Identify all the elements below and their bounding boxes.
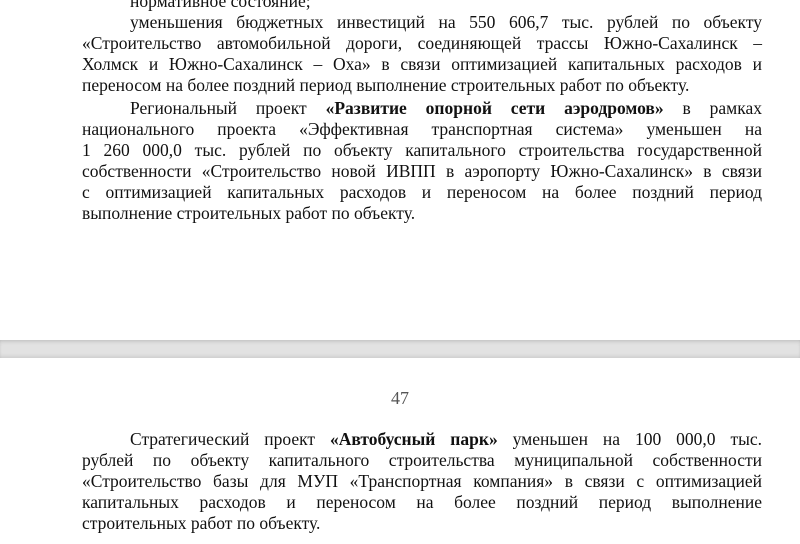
text-line: капитальных расходов и переносом на более поздний период выполнение [82,492,762,512]
text-line [82,429,762,450]
page-number: 47 [391,388,409,408]
project-title: «Развитие опорной сети аэродромов» [325,98,664,118]
paragraph-road-investment [82,12,762,96]
text-line: нормативное состояние; [130,0,311,11]
text-line: строительных работ по объекту. [82,513,321,533]
text-run: Стратегический проект [130,429,330,449]
text-run: Региональный проект [130,98,326,118]
text-line: собственности «Строительство новой ИВПП в аэропорту Южно-Сахалинск» в связи [82,161,762,181]
text-line: выполнение строительных работ по объекту. [82,203,416,223]
text-line: переносом на более поздний период выполнение строительных работ по объекту. [82,75,690,95]
text-line: уменьшения бюджетных инвестиций на 550 606,7 тыс. рублей по объекту [130,12,762,32]
paragraph-airport-project [82,98,762,224]
project-title: «Автобусный парк» [329,429,498,449]
page-separator [0,340,800,358]
text-line: Холмск и Южно-Сахалинск – Оха» в связи оптимизацией капитальных расходов и [82,54,762,74]
text-run: в рамках [663,98,763,118]
paragraph-bus-park [82,429,762,534]
text-line: с оптимизацией капитальных расходов и переносом на более поздний период [82,182,762,202]
document-page-bottom [0,358,800,544]
text-line: «Строительство базы для МУП «Транспортная компания» в связи с оптимизацией [82,471,762,491]
text-line [82,98,762,119]
text-line: 1 260 000,0 тыс. рублей по объекту капитального строительства государственной [82,140,762,160]
text-line: национального проекта «Эффективная транспортная система» уменьшен на [82,119,762,139]
text-line: рублей по объекту капитального строительства муниципальной собственности [82,450,762,470]
text-line: «Строительство автомобильной дороги, соединяющей трассы Южно-Сахалинск – [82,33,762,53]
fragment-paragraph [82,0,762,12]
text-run: уменьшен на 100 000,0 тыс. [497,429,762,449]
